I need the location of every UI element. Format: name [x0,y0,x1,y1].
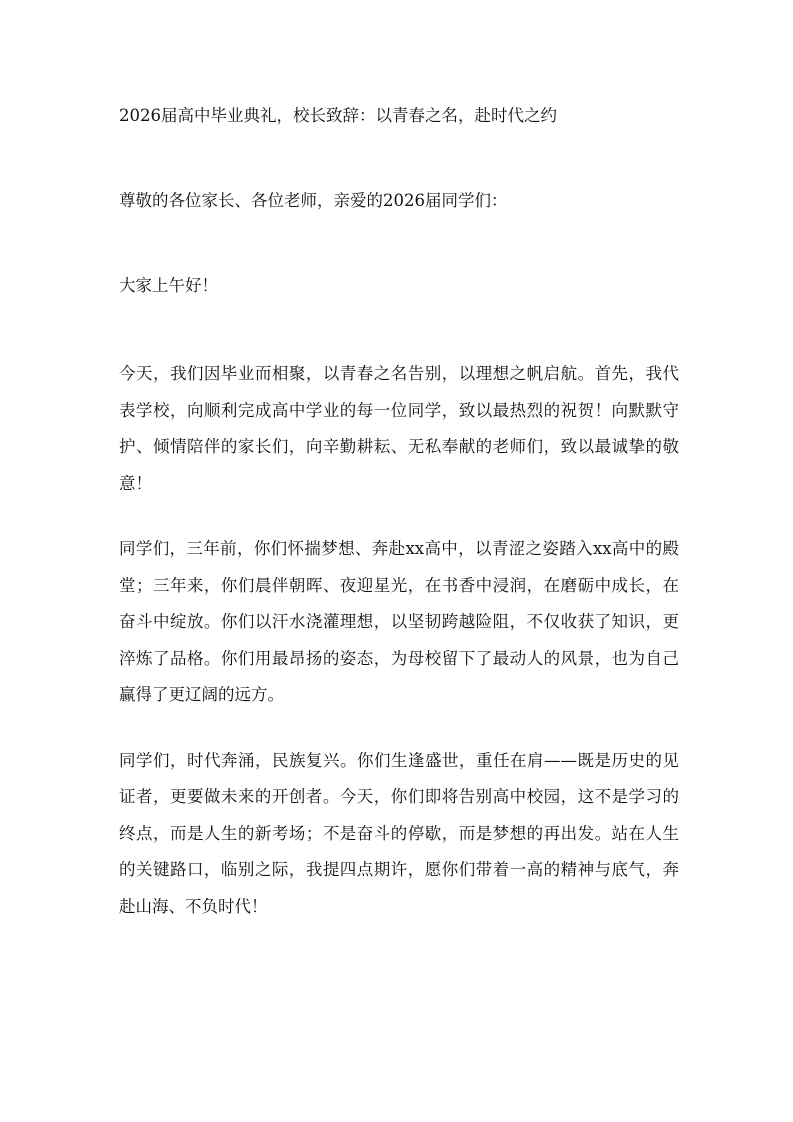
document-body [119,102,679,925]
paragraph-three-years: 同学们，三年前，你们怀揣梦想、奔赴xx高中，以青涩之姿踏入xx高中的殿堂；三年来，你们晨伴朝晖、夜迎星光，在书香中浸润，在磨砺中成长，在奋斗中绽放。你们以汗水浇灌理想，以坚韧跨越险阻，不仅收获了知识，更淬炼了品格。你们用最昂扬的姿态，为母校留下了最动人的风景，也为自己赢得了更辽阔的远方。 [119,539,679,704]
paragraph-era: 同学们，时代奔涌，民族复兴。你们生逢盛世，重任在肩——既是历史的见证者，更要做未来的开创者。今天，你们即将告别高中校园，这不是学习的终点，而是人生的新考场；不是奋斗的停歇，而是梦想的再出发。站在人生的关键路口，临别之际，我提四点期许，愿你们带着一高的精神与底气，奔赴山海、不负时代！ [119,750,679,916]
salutation-line: 尊敬的各位家长、各位老师，亲爱的2026届同学们： [119,191,508,210]
greeting-line: 大家上午好！ [119,276,218,295]
paragraph-opening: 今天，我们因毕业而相聚，以青春之名告别，以理想之帆启航。首先，我代表学校，向顺利完成高中学业的每一位同学，致以最热烈的祝贺！向默默守护、倾情陪伴的家长们，向辛勤耕耘、无私奉献的老师们，致以最诚挚的敬意！ [119,364,679,493]
document-title: 2026届高中毕业典礼，校长致辞：以青春之名，赴时代之约 [119,106,557,125]
